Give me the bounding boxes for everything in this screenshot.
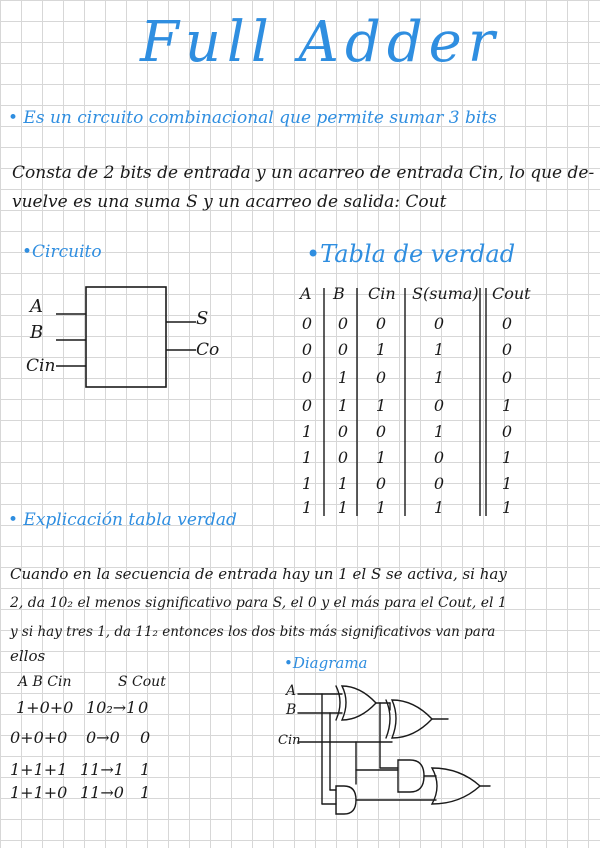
- truth-table-cell: 1: [501, 396, 513, 415]
- truth-table-cell: 1: [433, 368, 445, 387]
- truth-table-cell: 0: [337, 314, 349, 333]
- truth-table-header-a: A: [300, 284, 312, 303]
- explanation-line-4: ellos: [10, 647, 46, 665]
- and-gate-icon: [398, 760, 424, 792]
- example-row-s: 0→0: [86, 728, 120, 747]
- diagram-heading: •Diagrama: [284, 654, 368, 672]
- truth-table-cell: 1: [375, 396, 387, 415]
- truth-table-cell: 1: [433, 498, 445, 517]
- truth-table-cell: 0: [501, 340, 513, 359]
- truth-table-cell: 1: [301, 422, 313, 441]
- truth-table-header-cin: Cin: [368, 284, 396, 303]
- truth-table-cell: 1: [433, 340, 445, 359]
- truth-table-cell: 1: [337, 368, 349, 387]
- truth-table-cell: 0: [375, 422, 387, 441]
- example-row-sum: 1+0+0: [16, 698, 74, 717]
- example-row-cout: 0: [138, 698, 149, 717]
- truth-table-cell: 1: [337, 474, 349, 493]
- truth-table-header-s: S(suma): [412, 284, 479, 303]
- truth-table-cell: 0: [337, 422, 349, 441]
- explanation-line-2: 2, da 10₂ el menos significativo para S, el 0 y el más para el Cout, el 1: [10, 595, 507, 611]
- truth-table-cell: 0: [301, 368, 313, 387]
- truth-table-cell: 0: [301, 396, 313, 415]
- truth-table-header-b: B: [333, 284, 345, 303]
- circuit-heading: •Circuito: [22, 242, 102, 262]
- truth-table-cell: 0: [433, 474, 445, 493]
- truth-table-cell: 1: [301, 448, 313, 467]
- xor-gate-icon: [336, 686, 340, 720]
- truth-table-cell: 0: [301, 340, 313, 359]
- truth-table-cell: 0: [375, 368, 387, 387]
- truth-table-cell: 0: [501, 422, 513, 441]
- example-row-cout: 1: [140, 783, 151, 802]
- example-row-sum: 1+1+0: [10, 783, 68, 802]
- truth-table-cell: 0: [337, 448, 349, 467]
- truth-table-cell: 1: [501, 498, 513, 517]
- or-gate-icon: [432, 768, 480, 804]
- examples-header-inputs: A B Cin: [18, 674, 72, 690]
- example-row-s: 11→0: [80, 783, 124, 802]
- truth-table-cell: 0: [501, 368, 513, 387]
- truth-table-cell: 0: [433, 396, 445, 415]
- truth-table-cell: 1: [375, 448, 387, 467]
- example-row-cout: 0: [140, 728, 151, 747]
- truth-table-cell: 1: [337, 498, 349, 517]
- description-line-2: vuelve es una suma S y un acarreo de salida: Cout: [12, 192, 447, 212]
- example-row-sum: 0+0+0: [10, 728, 68, 747]
- truth-table-cell: 0: [433, 314, 445, 333]
- truth-table-cell: 1: [501, 448, 513, 467]
- diagram-input-a: A: [286, 683, 297, 699]
- truth-table-cell: 1: [337, 396, 349, 415]
- explanation-line-3: y si hay tres 1, da 11₂ entonces los dos bits más significativos van para: [10, 624, 496, 640]
- diagram-input-b: B: [286, 702, 297, 718]
- and-gate-icon: [336, 786, 356, 814]
- truth-table-cell: 0: [501, 314, 513, 333]
- example-row-cout: 1: [140, 760, 151, 779]
- circuit-input-b: B: [30, 322, 44, 343]
- truth-table-cell: 1: [433, 422, 445, 441]
- intro-text: • Es un circuito combinacional que permite sumar 3 bits: [8, 108, 497, 128]
- diagram-input-cin: Cin: [278, 733, 301, 748]
- example-row-s: 11→1: [80, 760, 124, 779]
- truth-table-heading: •Tabla de verdad: [306, 240, 516, 268]
- truth-table-header-cout: Cout: [492, 284, 531, 303]
- truth-table-cell: 0: [337, 340, 349, 359]
- truth-table-cell: 0: [375, 314, 387, 333]
- circuit-input-cin: Cin: [26, 356, 56, 376]
- explanation-line-1: Cuando en la secuencia de entrada hay un 1 el S se activa, si hay: [10, 565, 507, 583]
- truth-table-cell: 1: [501, 474, 513, 493]
- truth-table-cell: 1: [375, 340, 387, 359]
- page-title: Full Adder: [140, 10, 501, 75]
- truth-table-cell: 1: [301, 474, 313, 493]
- circuit-output-s: S: [196, 308, 209, 329]
- circuit-input-a: A: [30, 296, 43, 317]
- explanation-heading: • Explicación tabla verdad: [8, 510, 237, 530]
- truth-table-cell: 0: [375, 474, 387, 493]
- circuit-output-co: Co: [196, 340, 220, 360]
- example-row-sum: 1+1+1: [10, 760, 68, 779]
- truth-table-cell: 0: [301, 314, 313, 333]
- examples-header-outputs: S Cout: [118, 674, 166, 690]
- example-row-s: 10₂→1: [86, 698, 137, 717]
- truth-table-cell: 1: [301, 498, 313, 517]
- truth-table-cell: 0: [433, 448, 445, 467]
- truth-table-cell: 1: [375, 498, 387, 517]
- description-line-1: Consta de 2 bits de entrada y un acarreo de entrada Cin, lo que de-: [12, 163, 595, 183]
